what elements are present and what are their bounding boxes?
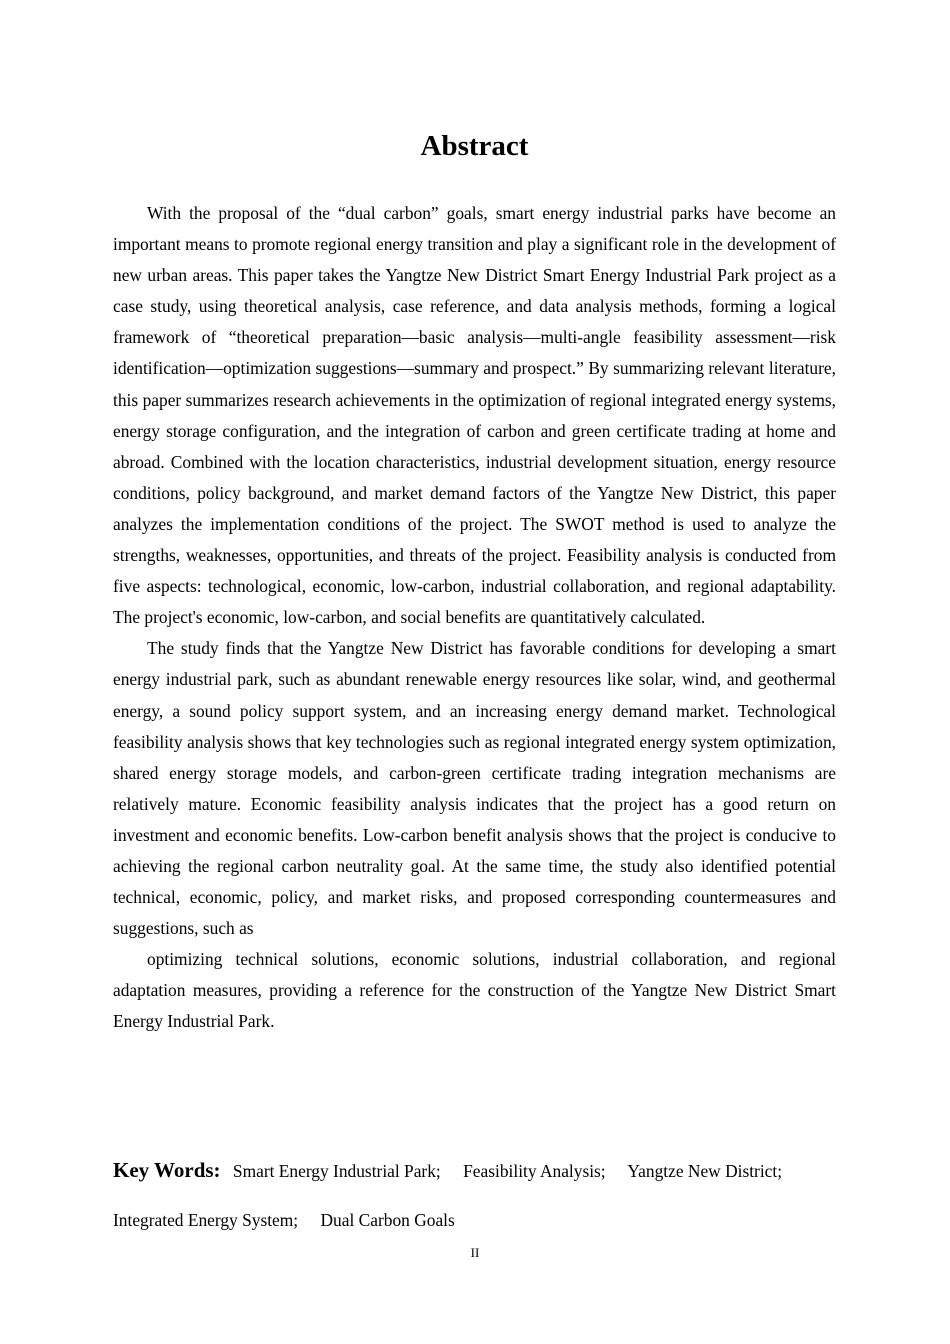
keyword-item: Dual Carbon Goals — [320, 1210, 455, 1230]
keyword-item: Integrated Energy System; — [113, 1210, 299, 1230]
keyword-item: Feasibility Analysis; — [463, 1161, 606, 1181]
keyword-item: Yangtze New District; — [627, 1161, 783, 1181]
abstract-title: Abstract — [420, 130, 529, 162]
abstract-paragraph-3: optimizing technical solutions, economic solutions, industrial collaboration, and regional adaptation measures, providing a reference for the construction of the Yangtze New District Smart Energy Industrial Park. — [113, 949, 836, 1032]
page-number: II — [470, 1245, 480, 1260]
abstract-paragraph-1: With the proposal of the “dual carbon” goals, smart energy industrial parks have become an important means to promote regional energy transition and play a significant role in the development of new urban areas. This paper takes the Yangtze New District Smart Energy Industrial Park project as a case study, using theoretical analysis, case reference, and data analysis methods, forming a logical framework of “theoretical preparation—basic analysis—multi-angle feasibility assessment—risk identification—optimization suggestions—summary and prospect.” By summarizing relevant literature, this paper summarizes research achievements in the optimization of regional integrated energy systems, energy storage configuration, and the integration of carbon and green certificate trading at home and abroad. Combined with the location characteristics, industrial development situation, energy resource conditions, policy background, and market demand factors of the Yangtze New District, this paper analyzes the implementation conditions of the project. The SWOT method is used to analyze the strengths, weaknesses, opportunities, and threats of the project. Feasibility analysis is conducted from five aspects: technological, economic, low-carbon, industrial collaboration, and regional adaptability. The project's economic, low-carbon, and social benefits are quantitatively calculated. — [113, 203, 836, 628]
abstract-body — [113, 198, 836, 1038]
keyword-item: Smart Energy Industrial Park; — [232, 1161, 441, 1181]
keywords-section — [113, 1146, 836, 1245]
abstract-paragraph-2: The study finds that the Yangtze New District has favorable conditions for developing a smart energy industrial park, such as abundant renewable energy resources like solar, wind, and geothermal energy, a sound policy support system, and an increasing energy demand market. Technological feasibility analysis shows that key technologies such as regional integrated energy system optimization, shared energy storage models, and carbon-green certificate trading integration mechanisms are relatively mature. Economic feasibility analysis indicates that the project has a good return on investment and economic benefits. Low-carbon benefit analysis shows that the project is conducive to achieving the regional carbon neutrality goal. At the same time, the study also identified potential technical, economic, policy, and market risks, and proposed corresponding countermeasures and suggestions, such as — [113, 638, 836, 939]
keywords-label: Key Words: — [113, 1158, 221, 1182]
